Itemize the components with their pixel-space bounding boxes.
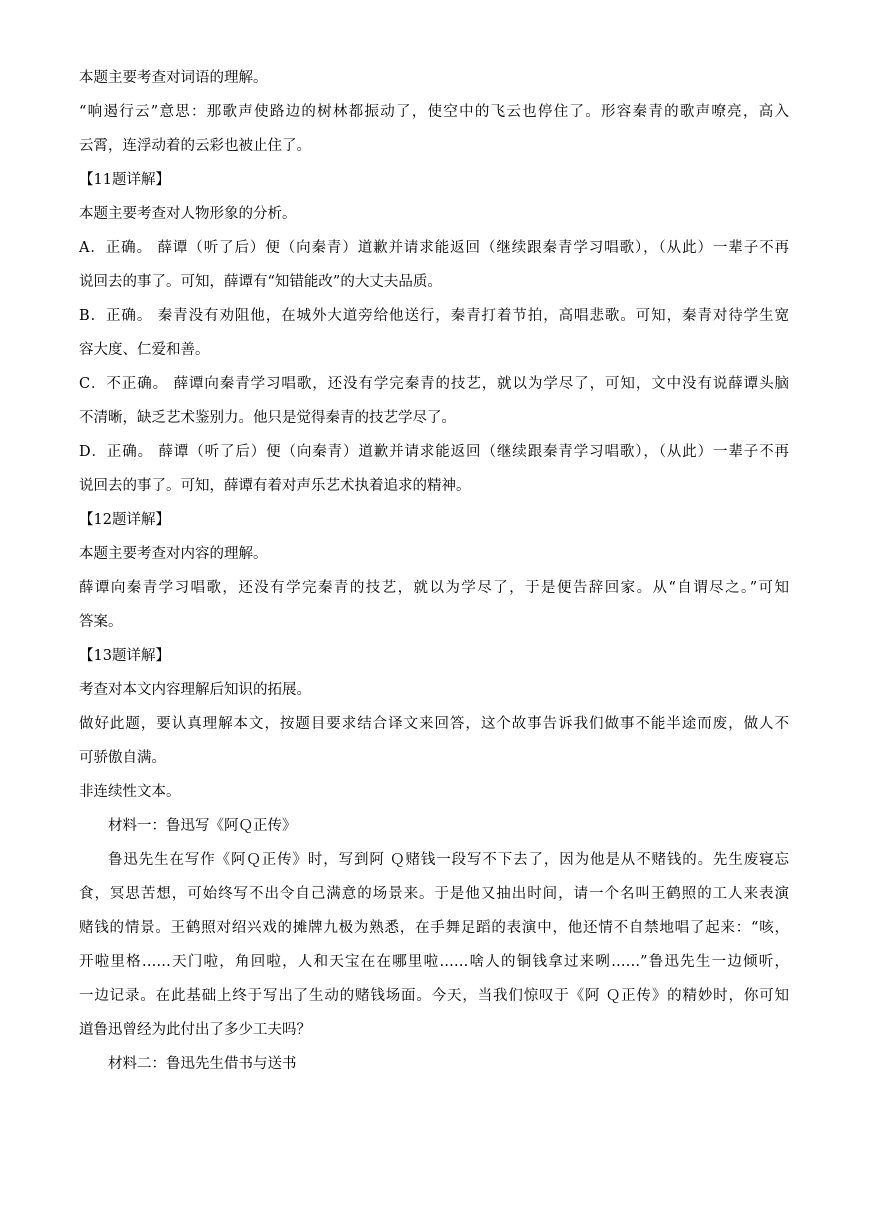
text-line: 容大度、仁爱和善。: [79, 342, 210, 358]
line-spacing: [79, 189, 789, 206]
line-spacing: [79, 767, 789, 784]
text-line: 【13题详解】: [79, 648, 170, 664]
text-line: 本题主要考查对内容的理解。: [79, 546, 268, 562]
line-spacing: [79, 461, 789, 478]
text-line: 说回去的事了。可知，薛谭有着对声乐艺术执着追求的精神。: [79, 478, 471, 494]
line-spacing: [79, 325, 789, 342]
text-line: 材料一：鲁迅写《阿Ｑ正传》: [108, 818, 297, 834]
line-spacing: [79, 1039, 789, 1056]
text-line: 薛谭向秦青学习唱歌，还没有学完秦青的技艺，就以为学尽了，于是便告辞回家。从“自谓尽之。”可知: [79, 580, 789, 596]
line-spacing: [79, 495, 789, 512]
line-spacing: [79, 597, 789, 614]
text-line: 一边记录。在此基础上终于写出了生动的赌钱场面。今天，当我们惊叹于《阿 Ｑ正传》的精妙时，你可知: [79, 988, 789, 1004]
line-spacing: [79, 937, 789, 954]
text-line: 非连续性文本。: [79, 784, 181, 800]
line-spacing: [79, 155, 789, 172]
line-spacing: [79, 291, 789, 308]
text-line: 答案。: [79, 614, 123, 630]
line-spacing: [79, 121, 789, 138]
line-spacing: [79, 393, 789, 410]
line-spacing: [79, 87, 789, 104]
line-spacing: [79, 835, 789, 852]
text-line: 材料二：鲁迅先生借书与送书: [108, 1056, 297, 1072]
text-line: 本题主要考查对词语的理解。: [79, 70, 268, 86]
text-line: 食，冥思苦想，可始终写不出令自己满意的场景来。于是他又抽出时间，请一个名叫王鹤照的工人来表演: [79, 886, 789, 902]
text-line: D．正确。 薛谭（听了后）便（向秦青）道歉并请求能返回（继续跟秦青学习唱歌），（从此）一辈子不再: [79, 444, 789, 460]
line-spacing: [79, 1005, 789, 1022]
line-spacing: [79, 733, 789, 750]
line-spacing: [79, 223, 789, 240]
text-line: 可骄傲自满。: [79, 750, 166, 766]
text-line: 【11题详解】: [79, 172, 170, 188]
line-spacing: [79, 631, 789, 648]
text-line: C．不正确。 薛谭向秦青学习唱歌，还没有学完秦青的技艺，就以为学尽了，可知，文中没有说薛谭头脑: [79, 376, 789, 392]
text-line: 【12题详解】: [79, 512, 170, 528]
line-spacing: [79, 665, 789, 682]
line-spacing: [79, 529, 789, 546]
text-line: 做好此题，要认真理解本文，按题目要求结合译文来回答，这个故事告诉我们做事不能半途而废，做人不: [79, 716, 789, 732]
line-spacing: [79, 257, 789, 274]
text-line: 考查对本文内容理解后知识的拓展。: [79, 682, 311, 698]
text-line: 道鲁迅曾经为此付出了多少工夫吗？: [79, 1022, 311, 1038]
text-line: 开啦里格……天门啦，角回啦，人和天宝在在哪里啦……啥人的铜钱拿过来咧……”鲁迅先生一边倾听，: [79, 954, 789, 970]
text-line: 云霄，连浮动着的云彩也被止住了。: [79, 138, 311, 154]
line-spacing: [79, 563, 789, 580]
line-spacing: [79, 903, 789, 920]
text-line: “响遏行云”意思：那歌声使路边的树林都振动了，使空中的飞云也停住了。形容秦青的歌声嘹亮，高入: [79, 104, 789, 120]
text-line: 不清晰，缺乏艺术鉴别力。他只是觉得秦青的技艺学尽了。: [79, 410, 456, 426]
text-line: 本题主要考查对人物形象的分析。: [79, 206, 297, 222]
document-page: [79, 70, 789, 1073]
text-line: A．正确。 薛谭（听了后）便（向秦青）道歉并请求能返回（继续跟秦青学习唱歌），（从此）一辈子不再: [79, 240, 789, 256]
line-spacing: [79, 869, 789, 886]
text-line: 说回去的事了。可知，薛谭有“知错能改”的大丈夫品质。: [79, 274, 442, 290]
text-line: 鲁迅先生在写作《阿Ｑ正传》时，写到阿 Ｑ赌钱一段写不下去了，因为他是从不赌钱的。先生废寝忘: [108, 852, 789, 868]
text-line: 赌钱的情景。王鹤照对绍兴戏的摊牌九极为熟悉，在手舞足蹈的表演中，他还情不自禁地唱了起来：“咳，: [79, 920, 789, 936]
line-spacing: [79, 801, 789, 818]
line-spacing: [79, 699, 789, 716]
line-spacing: [79, 359, 789, 376]
line-spacing: [79, 427, 789, 444]
text-line: B．正确。 秦青没有劝阻他，在城外大道旁给他送行，秦青打着节拍，高唱悲歌。可知，秦青对待学生宽: [79, 308, 789, 324]
line-spacing: [79, 971, 789, 988]
